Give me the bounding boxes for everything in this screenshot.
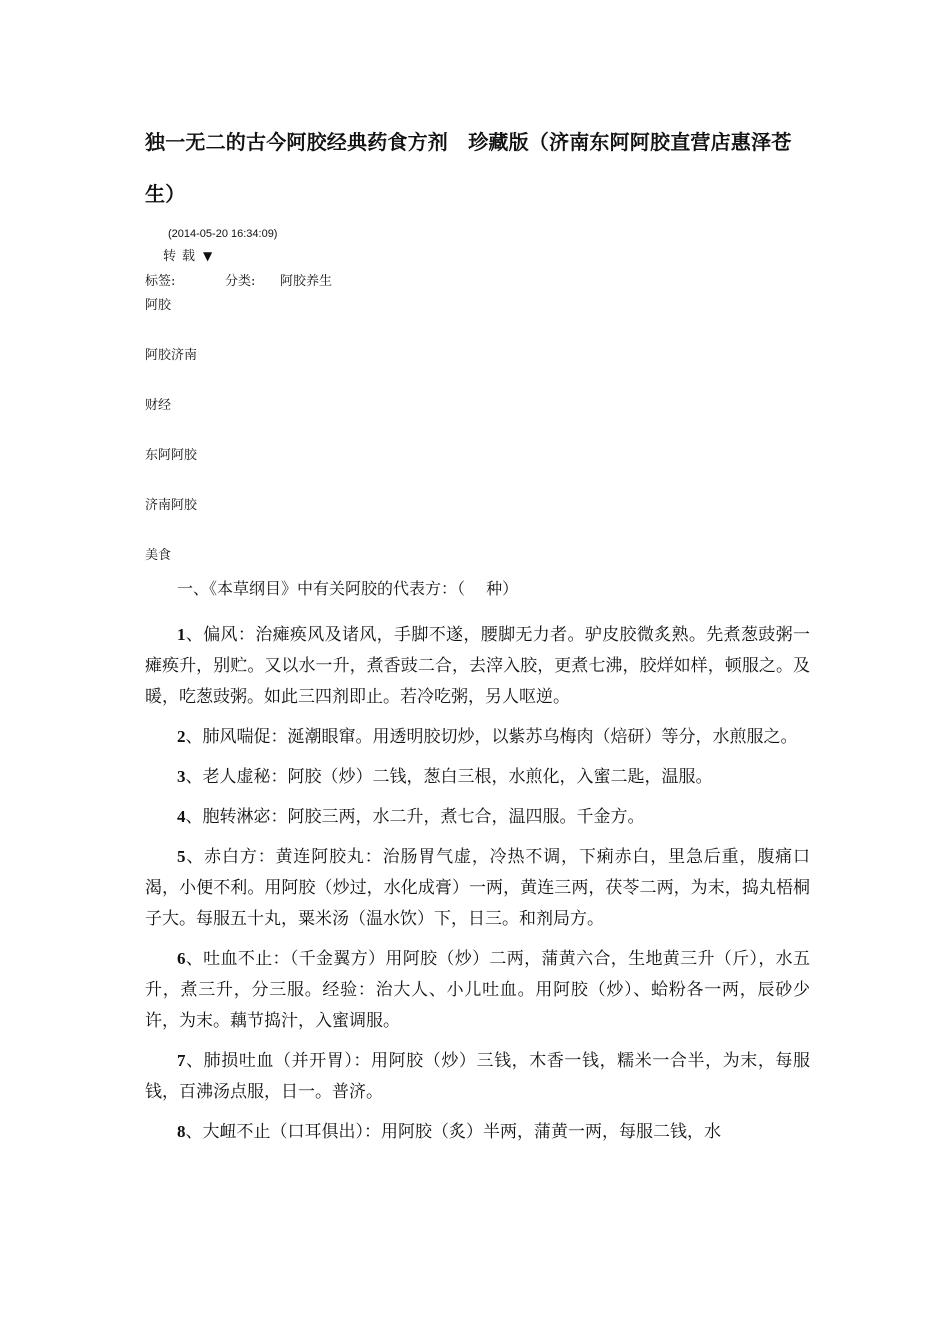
recipe-paragraph [145,801,810,833]
category-label: 分类: [225,274,256,289]
recipe-text: 、偏风：治瘫痪风及诸风，手脚不遂，腰脚无力者。驴皮胶微炙熟。先煮葱豉粥一瘫痪升，别贮。又以水一升，煮香豉二合，去滓入胶，更煮七沸，胶烊如样，顿服之。及暖，吃葱豉粥。如此三四剂即止。若冷吃粥，另人呕逆。 [145,625,810,707]
tag-item[interactable]: 美食 [145,548,172,563]
recipe-number: 5 [177,847,186,866]
recipe-number: 3 [177,767,186,786]
repost-toggle[interactable] [163,247,212,266]
recipe-number: 2 [177,727,186,746]
recipe-paragraph [145,943,810,1037]
repost-label: 转载 [163,249,202,264]
recipe-number: 8 [177,1122,186,1141]
tag-item[interactable]: 阿胶 [145,298,172,313]
tag-item[interactable]: 财经 [145,398,172,413]
tag-list [145,297,197,597]
recipe-paragraph [145,1116,810,1148]
section-heading: 一、《本草纲目》中有关阿胶的代表方：（ 种） [177,579,519,598]
post-date: (2014-05-20 16:34:09) [168,228,278,240]
page-title: 独一无二的古今阿胶经典药食方剂 珍藏版（济南东阿阿胶直营店惠泽苍生） [145,130,792,206]
category-link[interactable]: 阿胶养生 [280,274,333,289]
recipe-text: 、老人虚秘：阿胶（炒）二钱，葱白三根，水煎化，入蜜二匙，温服。 [185,767,713,787]
recipe-text: 、胞转淋宓：阿胶三两，水二升，煮七合，温四服。千金方。 [185,807,645,827]
recipe-paragraph [145,721,810,753]
recipe-text: 、大衄不止（口耳俱出）：用阿胶（炙）半两，蒲黄一两，每服二钱，水 [185,1122,721,1142]
recipe-text: 、肺损吐血（并开胃）：用阿胶（炒）三钱，木香一钱，糯米一合半，为末，每服钱，百沸汤点服，日一。普济。 [145,1051,810,1102]
recipe-number: 4 [177,807,186,826]
recipe-paragraph [145,619,810,713]
tags-label: 标签: [145,274,176,289]
recipe-text: 、赤白方：黄连阿胶丸：治肠胃气虚，冷热不调，下痢赤白，里急后重，腹痛口渴，小便不利。用阿胶（炒过，水化成膏）一两，黄连三两，茯苓二两，为末，捣丸梧桐子大。每服五十丸，粟米汤（温水饮）下，日三。和剂局方。 [145,847,810,929]
recipe-text: 、吐血不止：（千金翼方）用阿胶（炒）二两，蒲黄六合，生地黄三升（斤），水五升，煮三升，分三服。经验：治大人、小儿吐血。用阿胶（炒）、蛤粉各一两，辰砂少许，为末。藕节捣汁，入蜜调服。 [145,949,810,1031]
recipe-paragraph [145,761,810,793]
recipe-paragraph [145,1045,810,1108]
recipe-number: 7 [177,1051,186,1070]
dropdown-arrow-icon: ▼ [203,249,213,263]
recipe-text: 、肺风喘促：涎潮眼窜。用透明胶切炒，以紫苏乌梅肉（焙研）等分，水煎服之。 [185,727,798,747]
post-meta [145,273,332,291]
recipe-number: 1 [177,625,186,644]
recipe-number: 6 [177,949,186,968]
recipe-paragraph [145,841,810,935]
tag-item[interactable]: 阿胶济南 [145,348,198,363]
tag-item[interactable]: 东阿阿胶 [145,448,198,463]
recipe-list [145,619,810,1156]
tag-item[interactable]: 济南阿胶 [145,498,198,513]
